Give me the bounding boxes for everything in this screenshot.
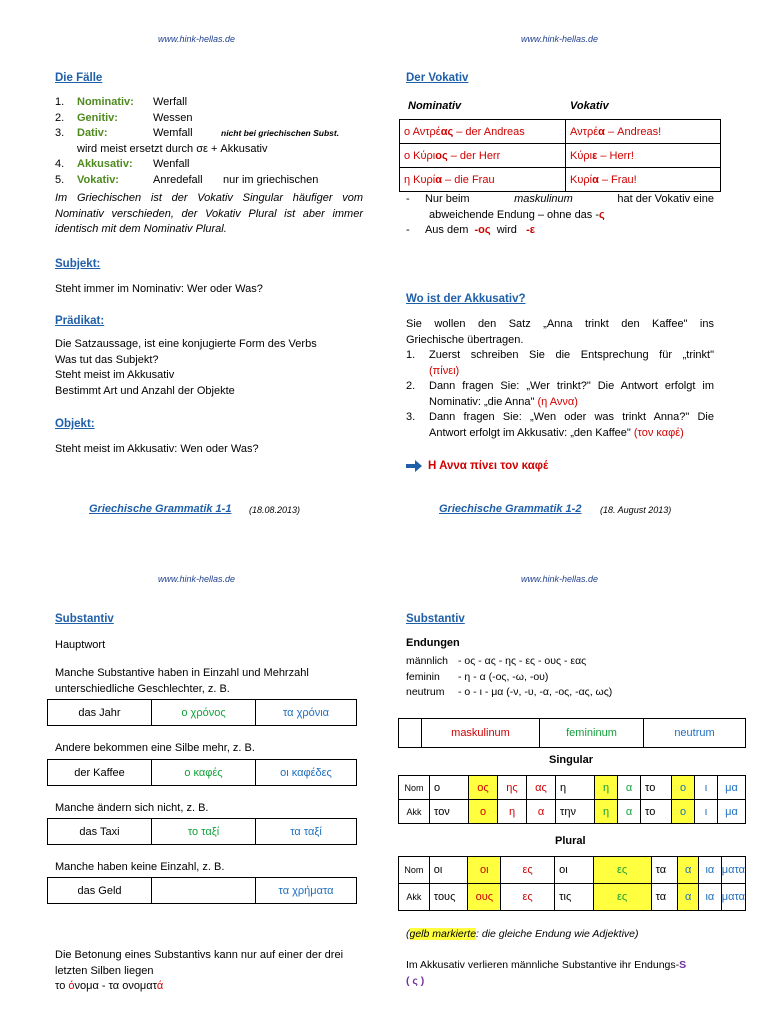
- akkusativ-note: Im Akkusativ verlieren männliche Substantive ihr Endungs-S ( ς ): [406, 959, 687, 987]
- table-cell: neutrum: [644, 719, 746, 748]
- subjekt-text: Steht immer im Nominativ: Wer oder Was?: [55, 283, 263, 295]
- table-cell: ο Κύριος – der Herr: [400, 144, 566, 168]
- table-row: [399, 800, 746, 824]
- vokativ-note: [55, 191, 363, 238]
- list-number: 4.: [55, 158, 65, 170]
- example-table-2: [47, 759, 357, 786]
- vokativ-bullet-2: - Aus dem -ος wird -ε: [406, 224, 535, 236]
- text-line: Steht meist im Akkusativ: [55, 369, 175, 381]
- table-cell: το: [641, 800, 672, 824]
- table-cell: α: [678, 857, 699, 884]
- table-cell: ες: [593, 857, 651, 884]
- case-name: Akkusativ:: [77, 158, 133, 170]
- table-cell: das Taxi: [48, 819, 152, 845]
- table-cell: τα ταξί: [256, 819, 357, 845]
- table-cell: Κυρία – Frau!: [566, 168, 721, 192]
- table-cell: ο χρόνος: [152, 700, 256, 726]
- table-cell: η: [595, 800, 618, 824]
- list-number: 5.: [55, 173, 65, 186]
- note-line: Nominativ verschieden, der Vokativ Plural ist aber immer: [55, 207, 363, 220]
- objekt-text: Steht meist im Akkusativ: Wen oder Was?: [55, 443, 259, 455]
- list-item: 3. Dann fragen Sie: „Wen oder was trinkt Anna?" Die: [406, 411, 714, 423]
- table-cell: α: [618, 800, 641, 824]
- footer-date: (18.08.2013): [249, 505, 301, 515]
- case-question: Wemfall: [153, 127, 193, 139]
- list-number: 3.: [55, 127, 65, 139]
- table-cell: οι: [429, 857, 468, 884]
- table-cell: τον: [430, 800, 469, 824]
- table-cell: ης: [498, 776, 527, 800]
- site-url[interactable]: www.hink-hellas.de: [158, 574, 236, 584]
- akkusativ-steps: 1. Zuerst schreiben Sie die Entsprechung für „trinkt" (πίνει) 2. Dann fragen Sie: „Wer trinkt?" Die Antwort erfolgt im Nominativ: „die Anna" (η Αννα) 3. Dann fragen Sie: „Wen oder was trinkt Anna?" Die Antwort erfolgt im Akkusativ: „den Kaffee" (τον καφέ): [406, 349, 714, 439]
- note-line: identisch mit dem Nominativ Plural.: [55, 223, 227, 235]
- table-cell: ι: [695, 800, 718, 824]
- example-table-3: [47, 818, 357, 845]
- example-table-1: [47, 699, 357, 726]
- section-heading-praedikat: Prädikat:: [55, 315, 105, 327]
- text-line: Was tut das Subjekt?: [55, 353, 159, 366]
- section-heading-subjekt: Subjekt:: [55, 258, 101, 270]
- list-item: [55, 173, 339, 189]
- result-sentence: Η Αννα πίνει τον καφέ: [428, 460, 549, 472]
- text-block: Manche Substantive haben in Einzahl und Mehrzahl unterschiedliche Geschlechter, z. B.: [55, 667, 309, 695]
- table-cell: η Κυρία – die Frau: [400, 168, 566, 192]
- footer-link[interactable]: Griechische Grammatik 1-1: [89, 503, 232, 515]
- site-url[interactable]: www.hink-hellas.de: [158, 34, 236, 44]
- table-cell: das Jahr: [48, 700, 152, 726]
- case-name: Dativ:: [77, 127, 108, 139]
- case-name: Genitiv:: [77, 111, 118, 124]
- example-table-4: [47, 877, 357, 904]
- table-cell: η: [595, 776, 618, 800]
- table-cell: την: [556, 800, 595, 824]
- table-cell: [399, 719, 422, 748]
- text-line: Bestimmt Art und Anzahl der Objekte: [55, 384, 235, 397]
- singular-table: [398, 775, 746, 824]
- table-cell: τους: [429, 884, 468, 911]
- list-item: [55, 111, 339, 127]
- section-heading-objekt: Objekt:: [55, 418, 95, 430]
- table-cell: ους: [468, 884, 501, 911]
- table-cell: τα: [651, 857, 678, 884]
- table-cell: ο: [469, 800, 498, 824]
- dativ-note: nicht bei griechischen Subst.: [221, 128, 340, 138]
- table-row: [399, 857, 746, 884]
- singular-heading: Singular: [549, 754, 594, 766]
- section-heading-vokativ: Der Vokativ: [406, 72, 469, 84]
- hauptwort-text: Hauptwort: [55, 639, 106, 651]
- section-heading-faelle: Die Fälle: [55, 72, 103, 84]
- gelb-note: (gelb markierte: die gleiche Endung wie Adjektive): [406, 928, 639, 940]
- table-row: [400, 120, 721, 144]
- gender-header-table: [398, 718, 746, 748]
- table-row: [48, 819, 357, 845]
- table-cell: α: [678, 884, 699, 911]
- vokativ-bullet-1: - Nur beim maskulinum hat der Vokativ eine abweichende Endung – ohne das -ς: [406, 193, 714, 221]
- table-cell: ο καφές: [152, 760, 256, 786]
- table-cell: Akk: [399, 884, 430, 911]
- case-question: Wessen: [153, 111, 193, 124]
- col-header-nominativ: Nominativ: [408, 100, 462, 112]
- table-cell: μα: [718, 800, 746, 824]
- section-heading-akkusativ: Wo ist der Akkusativ?: [406, 293, 526, 305]
- table-cell: [152, 878, 256, 904]
- list-item: [55, 95, 339, 111]
- table-cell: μα: [718, 776, 746, 800]
- table-cell: α: [618, 776, 641, 800]
- table-row: [48, 760, 357, 786]
- table-cell: ι: [695, 776, 718, 800]
- table-cell: τα: [651, 884, 678, 911]
- endungen-list: männlich - ος - ας - ης - ες - ους - εας feminin - η - α (-ος, -ω, -ου) neutrum - ο - ι - μα (-ν, -υ, -α, -ος, -ας, ως): [406, 655, 613, 698]
- footer-date: (18. August 2013): [600, 505, 672, 515]
- table-row: [399, 719, 746, 748]
- section-heading-substantiv: Substantiv: [55, 613, 114, 625]
- table-cell: το: [641, 776, 672, 800]
- table-cell: maskulinum: [422, 719, 540, 748]
- table-cell: Nom: [399, 857, 430, 884]
- table-cell: ο: [672, 776, 695, 800]
- table-cell: το ταξί: [152, 819, 256, 845]
- table-cell: ια: [699, 884, 722, 911]
- table-cell: ες: [501, 857, 555, 884]
- table-cell: ματα: [721, 884, 745, 911]
- table-cell: οι: [555, 857, 594, 884]
- case-name: Nominativ:: [77, 96, 134, 108]
- step-greek: (πίνει): [429, 364, 460, 377]
- table-cell: τα χρήματα: [256, 878, 357, 904]
- site-url[interactable]: www.hink-hellas.de: [521, 34, 599, 44]
- list-item: [55, 126, 339, 142]
- case-question: Wenfall: [153, 158, 190, 170]
- list-number: 1.: [55, 96, 65, 108]
- note-line: Im Griechischen ist der Vokativ Singular häufiger vom: [55, 192, 363, 204]
- table-row: [400, 144, 721, 168]
- table-cell: η: [556, 776, 595, 800]
- table-cell: ο Αντρέας – der Andreas: [400, 120, 566, 144]
- table-cell: ο: [672, 800, 695, 824]
- text-block: Manche haben keine Einzahl, z. B.: [55, 861, 225, 873]
- table-cell: οι καφέδες: [256, 760, 357, 786]
- table-cell: Akk: [399, 800, 430, 824]
- case-question: Anredefall: [153, 173, 203, 186]
- table-row: [400, 168, 721, 192]
- case-question: Werfall: [153, 96, 188, 108]
- table-row: [48, 878, 357, 904]
- table-cell: femininum: [540, 719, 644, 748]
- betonung-text: Die Betonung eines Substantivs kann nur auf einer der drei letzten Silben liegen το όνομα - τα ονοματά: [55, 949, 344, 992]
- list-item: 1. Zuerst schreiben Sie die Entsprechung für „trinkt": [406, 349, 714, 361]
- case-list: [55, 95, 339, 188]
- list-number: 2.: [55, 111, 65, 124]
- footer-link[interactable]: Griechische Grammatik 1-2: [439, 503, 582, 515]
- table-cell: τα χρόνια: [256, 700, 357, 726]
- table-row: [48, 700, 357, 726]
- vokativ-table: [399, 119, 721, 192]
- table-cell: ας: [527, 776, 556, 800]
- table-cell: οι: [468, 857, 501, 884]
- table-row: [399, 884, 746, 911]
- plural-heading: Plural: [555, 835, 586, 847]
- table-cell: ματα: [721, 857, 745, 884]
- table-cell: das Geld: [48, 878, 152, 904]
- text-block: Manche ändern sich nicht, z. B.: [55, 802, 209, 814]
- akkusativ-intro: Sie wollen den Satz „Anna trinkt den Kaffee" ins Griechische übertragen.: [406, 318, 714, 346]
- list-item: 2. Dann fragen Sie: „Wer trinkt?" Die Antwort erfolgt im: [406, 380, 714, 392]
- table-cell: ο: [430, 776, 469, 800]
- text-block: Andere bekommen eine Silbe mehr, z. B.: [55, 742, 255, 754]
- table-cell: ια: [699, 857, 722, 884]
- site-url[interactable]: www.hink-hellas.de: [521, 574, 599, 584]
- table-cell: ες: [593, 884, 651, 911]
- table-cell: α: [527, 800, 556, 824]
- table-cell: ες: [501, 884, 555, 911]
- table-row: [399, 776, 746, 800]
- table-cell: Κύριε – Herr!: [566, 144, 721, 168]
- endungen-heading: Endungen: [406, 637, 460, 649]
- section-heading-substantiv: Substantiv: [406, 613, 465, 625]
- table-cell: Αντρέα – Andreas!: [566, 120, 721, 144]
- table-cell: ος: [469, 776, 498, 800]
- text-line: Die Satzaussage, ist eine konjugierte Form des Verbs: [55, 338, 317, 350]
- dativ-continuation: wird meist ersetzt durch σε + Akkusativ: [77, 142, 268, 155]
- praedikat-text: [55, 337, 317, 399]
- table-cell: η: [498, 800, 527, 824]
- col-header-vokativ: Vokativ: [570, 100, 609, 112]
- case-name: Vokativ:: [77, 173, 119, 186]
- table-cell: der Kaffee: [48, 760, 152, 786]
- list-item: [55, 157, 339, 173]
- plural-table: [398, 856, 746, 911]
- table-cell: τις: [555, 884, 594, 911]
- table-cell: Nom: [399, 776, 430, 800]
- vokativ-extra: nur im griechischen: [223, 173, 319, 186]
- arrow-right-icon: [406, 460, 422, 475]
